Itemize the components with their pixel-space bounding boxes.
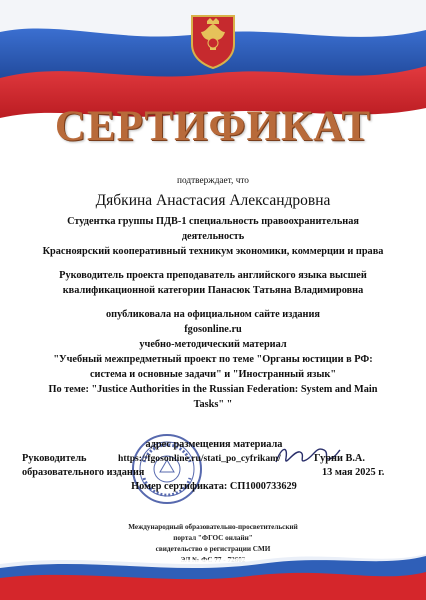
supervisor-line2: квалификационной категории Панасюк Татьяна Владимировна [62, 285, 364, 296]
institution: Красноярский кооперативный техникум экономики, коммерции и права [42, 246, 384, 257]
recipient-role-line1: Студентка группы ПДВ-1 специальность правоохранительная [67, 216, 359, 227]
head-label-line2: образовательного издания [22, 467, 145, 478]
certificate-number: Номер сертификата: СП1000733629 [131, 481, 297, 492]
flag-footer [0, 530, 426, 600]
certificate-title: СЕРТИФИКАТ [54, 103, 372, 150]
address-label: адрес размещения материала [145, 439, 283, 450]
confirms-text: подтверждает, что [177, 176, 249, 186]
recipient-name: Дябкина Анастасия Александровна [95, 192, 331, 209]
material-type: учебно-методический материал [139, 339, 287, 350]
head-name: Гурни В.А. [314, 453, 365, 464]
certificate-body [14, 174, 412, 412]
signature-row-2 [22, 466, 420, 480]
published-on: опубликовала на официальном сайте издания [105, 309, 320, 320]
signature-area [14, 432, 412, 502]
site-name: fgosonline.ru [184, 324, 242, 335]
material-title-line1: "Учебный межпредметный проект по теме "Органы юстиции в РФ: [53, 354, 373, 365]
issue-date: 13 мая 2025 г. [322, 467, 385, 478]
address-url[interactable]: https://fgosonline.ru/stati_po_cyfrikam/ [118, 453, 281, 464]
topic-line2: Tasks" " [193, 399, 233, 410]
recipient-role-line2: деятельность [181, 231, 245, 242]
material-title-line2: система и основные задачи" и "Иностранный язык" [89, 369, 337, 380]
supervisor-line1: Руководитель проекта преподаватель английского языка высшей [59, 270, 367, 281]
topic-line1: По теме: "Justice Authorities in the Russian Federation: System and Main [48, 384, 378, 395]
footer-line3: свидетельство о регистрации СМИ [155, 545, 271, 553]
footer-line1: Международный образовательно-просветительский [128, 523, 298, 531]
coat-of-arms-icon [188, 10, 238, 70]
footer-line2: портал "ФГОС онлайн" [173, 534, 253, 542]
signature-row-1 [22, 452, 420, 466]
head-label-line1: Руководитель [22, 453, 87, 464]
